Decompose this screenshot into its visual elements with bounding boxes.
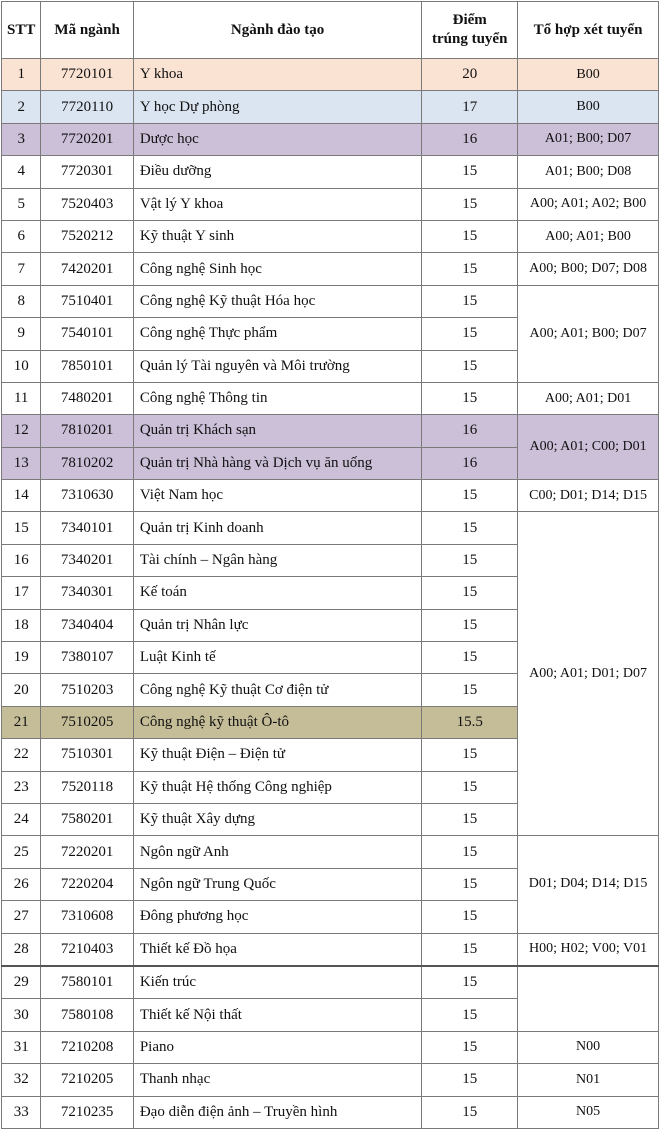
row-name: Kỹ thuật Điện – Điện tử <box>133 739 421 771</box>
row-code: 7210403 <box>41 933 133 966</box>
table-row <box>2 382 659 414</box>
table-row <box>2 253 659 285</box>
table-row <box>2 415 659 447</box>
merged-combo-cell: D01; D04; D14; D15 <box>518 836 659 933</box>
row-name: Y học Dự phòng <box>133 91 421 123</box>
row-name: Công nghệ Sinh học <box>133 253 421 285</box>
row-code: 7310608 <box>41 901 133 933</box>
table-header-row <box>2 2 659 59</box>
row-name: Quản trị Kinh doanh <box>133 512 421 544</box>
row-score: 15 <box>422 933 518 966</box>
table-row <box>2 836 659 868</box>
row-combo: B00 <box>518 59 659 91</box>
row-code: 7850101 <box>41 350 133 382</box>
row-code: 7340101 <box>41 512 133 544</box>
row-stt: 14 <box>2 480 41 512</box>
row-score: 15 <box>422 577 518 609</box>
table-row <box>2 123 659 155</box>
row-stt: 31 <box>2 1031 41 1063</box>
row-code: 7420201 <box>41 253 133 285</box>
row-score: 15 <box>422 642 518 674</box>
row-combo: N01 <box>518 1064 659 1096</box>
row-name: Công nghệ Kỹ thuật Hóa học <box>133 285 421 317</box>
header-name: Ngành đào tạo <box>133 2 421 59</box>
table-row <box>2 512 659 544</box>
row-stt: 2 <box>2 91 41 123</box>
row-name: Quản trị Nhân lực <box>133 609 421 641</box>
row-name: Công nghệ Thực phẩm <box>133 318 421 350</box>
row-name: Công nghệ kỹ thuật Ô-tô <box>133 706 421 738</box>
row-score: 15 <box>422 999 518 1031</box>
row-combo: A00; B00; D07; D08 <box>518 253 659 285</box>
row-code: 7720201 <box>41 123 133 155</box>
row-score: 15 <box>422 188 518 220</box>
row-name: Y khoa <box>133 59 421 91</box>
row-score: 16 <box>422 447 518 479</box>
row-combo: A00; A01; D01 <box>518 382 659 414</box>
row-name: Công nghệ Kỹ thuật Cơ điện tử <box>133 674 421 706</box>
row-name: Piano <box>133 1031 421 1063</box>
row-combo: N05 <box>518 1096 659 1128</box>
row-stt: 25 <box>2 836 41 868</box>
row-stt: 30 <box>2 999 41 1031</box>
row-score: 15 <box>422 220 518 252</box>
row-code: 7810202 <box>41 447 133 479</box>
row-stt: 18 <box>2 609 41 641</box>
merged-combo-cell: A00; A01; D01; D07 <box>518 512 659 836</box>
row-stt: 12 <box>2 415 41 447</box>
row-code: 7210205 <box>41 1064 133 1096</box>
row-stt: 22 <box>2 739 41 771</box>
row-code: 7720301 <box>41 156 133 188</box>
row-name: Việt Nam học <box>133 480 421 512</box>
row-combo: A01; B00; D07 <box>518 123 659 155</box>
row-score: 15 <box>422 253 518 285</box>
row-stt: 13 <box>2 447 41 479</box>
row-code: 7510401 <box>41 285 133 317</box>
row-code: 7510301 <box>41 739 133 771</box>
row-score: 15 <box>422 350 518 382</box>
row-stt: 21 <box>2 706 41 738</box>
row-score: 15 <box>422 771 518 803</box>
row-stt: 10 <box>2 350 41 382</box>
row-name: Luật Kinh tế <box>133 642 421 674</box>
row-stt: 26 <box>2 868 41 900</box>
row-stt: 27 <box>2 901 41 933</box>
row-score: 15 <box>422 318 518 350</box>
row-code: 7340201 <box>41 544 133 576</box>
row-name: Kế toán <box>133 577 421 609</box>
row-name: Ngôn ngữ Trung Quốc <box>133 868 421 900</box>
row-code: 7520118 <box>41 771 133 803</box>
row-score: 16 <box>422 415 518 447</box>
row-code: 7220201 <box>41 836 133 868</box>
row-code: 7510203 <box>41 674 133 706</box>
row-name: Thiết kế Nội thất <box>133 999 421 1031</box>
row-name: Điều dưỡng <box>133 156 421 188</box>
row-combo: A00; A01; B00 <box>518 220 659 252</box>
row-name: Vật lý Y khoa <box>133 188 421 220</box>
row-combo: H00; H02; V00; V01 <box>518 933 659 966</box>
row-score: 15 <box>422 966 518 999</box>
row-code: 7340301 <box>41 577 133 609</box>
row-score: 15 <box>422 901 518 933</box>
row-stt: 11 <box>2 382 41 414</box>
table-row <box>2 480 659 512</box>
header-score-line1: Điểm <box>452 12 487 28</box>
row-stt: 29 <box>2 966 41 999</box>
row-score: 15 <box>422 544 518 576</box>
row-code: 7720101 <box>41 59 133 91</box>
row-score: 15 <box>422 382 518 414</box>
row-name: Quản lý Tài nguyên và Môi trường <box>133 350 421 382</box>
row-score: 15 <box>422 836 518 868</box>
row-score: 15 <box>422 803 518 835</box>
header-score <box>422 2 518 59</box>
row-stt: 3 <box>2 123 41 155</box>
row-score: 15 <box>422 674 518 706</box>
row-combo: N00 <box>518 1031 659 1063</box>
row-stt: 1 <box>2 59 41 91</box>
row-name: Đạo diễn điện ảnh – Truyền hình <box>133 1096 421 1128</box>
table-row <box>2 156 659 188</box>
row-score: 15 <box>422 868 518 900</box>
row-code: 7220204 <box>41 868 133 900</box>
row-stt: 32 <box>2 1064 41 1096</box>
table-row <box>2 285 659 317</box>
row-stt: 4 <box>2 156 41 188</box>
row-stt: 28 <box>2 933 41 966</box>
row-score: 15 <box>422 1031 518 1063</box>
row-code: 7380107 <box>41 642 133 674</box>
row-code: 7310630 <box>41 480 133 512</box>
row-code: 7520403 <box>41 188 133 220</box>
row-score: 15 <box>422 512 518 544</box>
row-score: 15 <box>422 739 518 771</box>
row-score: 15 <box>422 1096 518 1128</box>
table-row <box>2 59 659 91</box>
row-code: 7720110 <box>41 91 133 123</box>
row-combo: A01; B00; D08 <box>518 156 659 188</box>
row-name: Thiết kế Đồ họa <box>133 933 421 966</box>
row-stt: 24 <box>2 803 41 835</box>
table-row <box>2 188 659 220</box>
row-code: 7210208 <box>41 1031 133 1063</box>
row-stt: 15 <box>2 512 41 544</box>
row-score: 15 <box>422 480 518 512</box>
row-combo: A00; A01; A02; B00 <box>518 188 659 220</box>
row-stt: 33 <box>2 1096 41 1128</box>
row-stt: 8 <box>2 285 41 317</box>
row-name: Quản trị Khách sạn <box>133 415 421 447</box>
row-name: Đông phương học <box>133 901 421 933</box>
merged-combo-cell <box>518 966 659 1031</box>
row-name: Kỹ thuật Y sinh <box>133 220 421 252</box>
admission-scores-table <box>1 1 659 1129</box>
row-code: 7580108 <box>41 999 133 1031</box>
table-row <box>2 966 659 999</box>
merged-combo-cell: A00; A01; B00; D07 <box>518 285 659 382</box>
row-combo: C00; D01; D14; D15 <box>518 480 659 512</box>
row-score: 20 <box>422 59 518 91</box>
row-code: 7580101 <box>41 966 133 999</box>
row-code: 7480201 <box>41 382 133 414</box>
table-row <box>2 1031 659 1063</box>
row-score: 15 <box>422 1064 518 1096</box>
row-stt: 19 <box>2 642 41 674</box>
row-combo: B00 <box>518 91 659 123</box>
row-stt: 6 <box>2 220 41 252</box>
row-stt: 9 <box>2 318 41 350</box>
header-score-line2: trúng tuyển <box>432 31 508 47</box>
row-name: Công nghệ Thông tin <box>133 382 421 414</box>
row-name: Kỹ thuật Xây dựng <box>133 803 421 835</box>
table-row <box>2 933 659 966</box>
row-stt: 16 <box>2 544 41 576</box>
row-score: 16 <box>422 123 518 155</box>
row-name: Kiến trúc <box>133 966 421 999</box>
row-stt: 7 <box>2 253 41 285</box>
row-score: 15 <box>422 609 518 641</box>
row-name: Kỹ thuật Hệ thống Công nghiệp <box>133 771 421 803</box>
row-name: Tài chính – Ngân hàng <box>133 544 421 576</box>
row-code: 7810201 <box>41 415 133 447</box>
row-code: 7520212 <box>41 220 133 252</box>
row-code: 7210235 <box>41 1096 133 1128</box>
row-name: Dược học <box>133 123 421 155</box>
table-row <box>2 1064 659 1096</box>
merged-combo-cell: A00; A01; C00; D01 <box>518 415 659 480</box>
table-row <box>2 220 659 252</box>
header-combo: Tổ hợp xét tuyển <box>518 2 659 59</box>
row-code: 7580201 <box>41 803 133 835</box>
row-score: 17 <box>422 91 518 123</box>
row-name: Quản trị Nhà hàng và Dịch vụ ăn uống <box>133 447 421 479</box>
header-code: Mã ngành <box>41 2 133 59</box>
header-stt: STT <box>2 2 41 59</box>
row-stt: 17 <box>2 577 41 609</box>
row-stt: 23 <box>2 771 41 803</box>
row-stt: 20 <box>2 674 41 706</box>
row-name: Thanh nhạc <box>133 1064 421 1096</box>
row-name: Ngôn ngữ Anh <box>133 836 421 868</box>
table-row <box>2 1096 659 1128</box>
row-code: 7340404 <box>41 609 133 641</box>
row-score: 15.5 <box>422 706 518 738</box>
row-stt: 5 <box>2 188 41 220</box>
row-code: 7510205 <box>41 706 133 738</box>
row-score: 15 <box>422 156 518 188</box>
row-code: 7540101 <box>41 318 133 350</box>
table-row <box>2 91 659 123</box>
row-score: 15 <box>422 285 518 317</box>
